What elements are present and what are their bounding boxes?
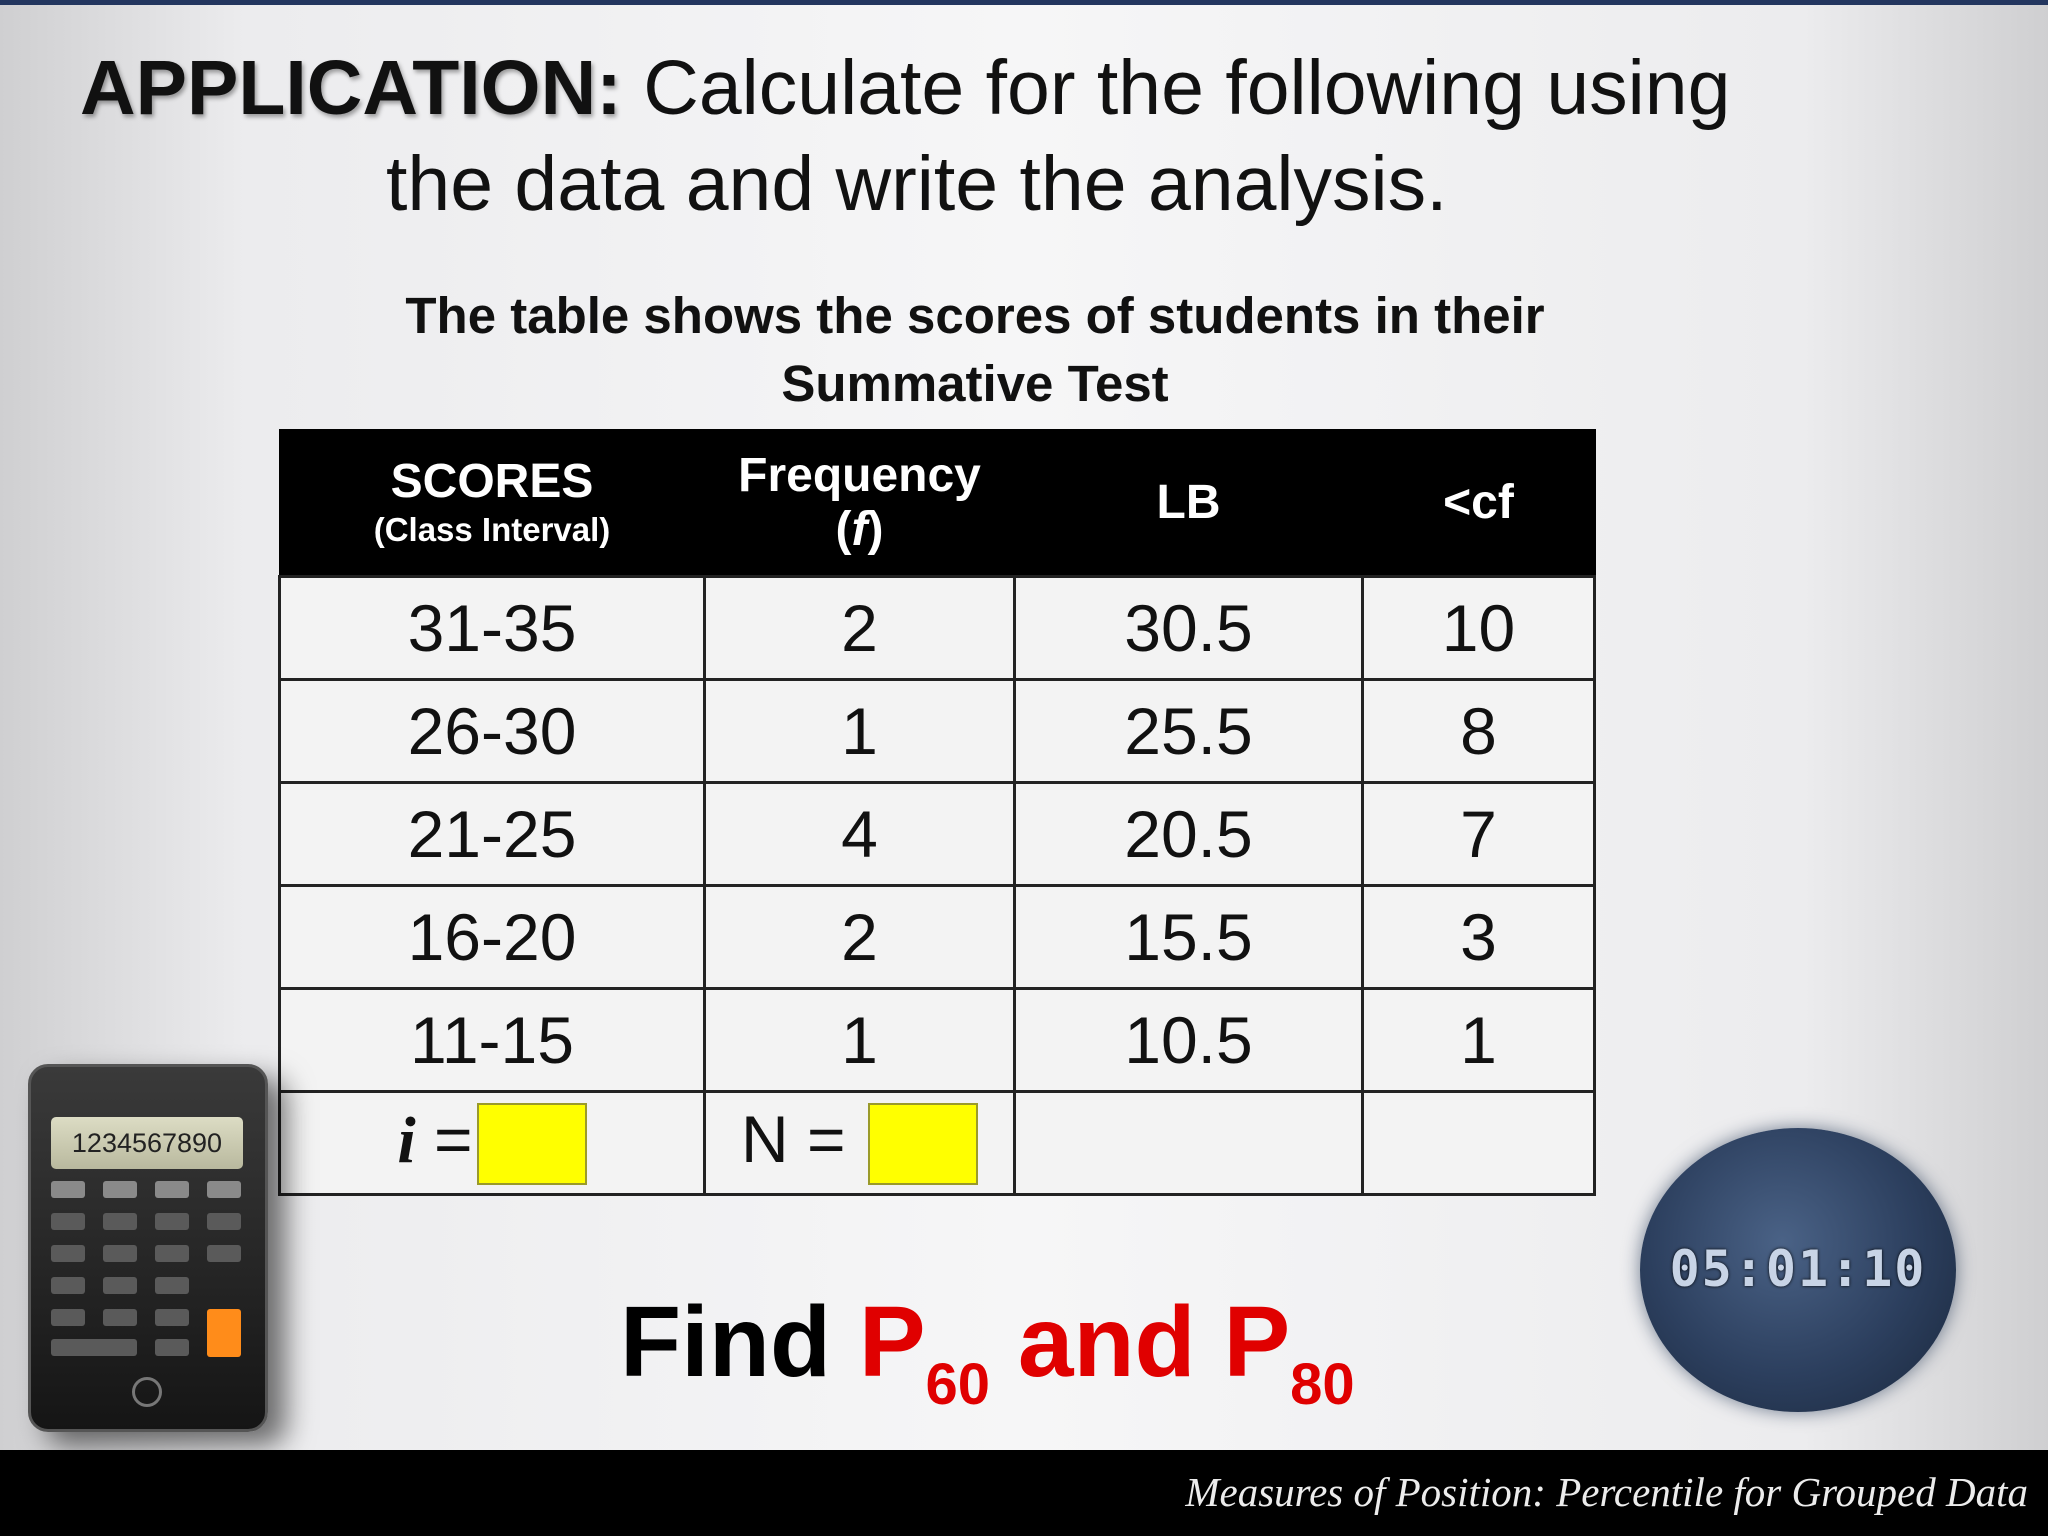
calculator-key: [51, 1309, 85, 1326]
table-row: [280, 680, 1595, 783]
cell-interval: 26-30: [280, 680, 705, 783]
cell-frequency: 2: [705, 577, 1015, 680]
header-frequency: Frequency (f): [705, 430, 1015, 577]
interval-width-cell: i =: [280, 1092, 705, 1195]
cell-frequency: 2: [705, 886, 1015, 989]
percentile-subscript: 80: [1290, 1352, 1355, 1417]
calculator-key: [207, 1181, 241, 1198]
table-caption-line-1: The table shows the scores of students in their: [405, 287, 1545, 344]
timer-display: 05:01:10: [1669, 1240, 1927, 1298]
task-find-word: Find: [620, 1286, 832, 1398]
total-frequency-label: N =: [741, 1101, 846, 1176]
scores-table: [278, 429, 1596, 1196]
header-lb: LB: [1015, 430, 1363, 577]
calculator-illustration: [28, 1064, 268, 1432]
task-and-word: and: [1017, 1286, 1196, 1398]
percentile-letter: P: [1223, 1286, 1291, 1398]
cell-interval: 21-25: [280, 783, 705, 886]
cell-cumulative-frequency: 1: [1363, 989, 1595, 1092]
cell-cumulative-frequency: 10: [1363, 577, 1595, 680]
calculator-key: [155, 1339, 189, 1356]
calculator-display: 1234567890: [51, 1117, 243, 1169]
header-scores-label: SCORES: [390, 455, 594, 508]
task-prompt: [620, 1285, 1355, 1417]
answer-row: [280, 1092, 1595, 1195]
percentile-p60: [858, 1286, 991, 1417]
timer-badge: [1640, 1128, 1956, 1412]
calculator-key: [103, 1309, 137, 1326]
calculator-key: [207, 1213, 241, 1230]
table-caption-line-2: Summative Test: [781, 355, 1169, 412]
cell-interval: 11-15: [280, 989, 705, 1092]
total-frequency-cell: [705, 1092, 1015, 1195]
calculator-key: [155, 1245, 189, 1262]
calculator-key: [103, 1213, 137, 1230]
empty-cell: [1363, 1092, 1595, 1195]
top-accent-bar: [0, 0, 2048, 5]
cell-lower-boundary: 30.5: [1015, 577, 1363, 680]
table-caption: [280, 282, 1670, 418]
calculator-key: [155, 1213, 189, 1230]
table-row: [280, 783, 1595, 886]
calculator-key: [155, 1277, 189, 1294]
interval-width-answer-box[interactable]: [477, 1103, 587, 1185]
calculator-key: [51, 1339, 137, 1356]
heading-line-2: the data and write the analysis.: [386, 141, 1448, 227]
empty-cell: [1015, 1092, 1363, 1195]
table-header-row: [280, 430, 1595, 577]
cell-frequency: 1: [705, 680, 1015, 783]
cell-cumulative-frequency: 8: [1363, 680, 1595, 783]
calculator-key: [207, 1245, 241, 1262]
table-row: [280, 577, 1595, 680]
header-frequency-symbol: f: [851, 503, 868, 556]
header-scores-sublabel: (Class Interval): [373, 511, 611, 548]
table-row: [280, 886, 1595, 989]
percentile-p80: [1223, 1286, 1355, 1417]
heading-prefix: APPLICATION:: [80, 45, 622, 131]
calculator-key: [103, 1181, 137, 1198]
calculator-key: [155, 1309, 189, 1326]
cell-frequency: 1: [705, 989, 1015, 1092]
header-cf: <cf: [1363, 430, 1595, 577]
footer-bar: [0, 1450, 2048, 1536]
footer-title: Measures of Position: Percentile for Grouped Data: [1185, 1469, 2028, 1515]
heading-line-1: Calculate for the following using: [643, 45, 1731, 131]
calculator-key: [51, 1213, 85, 1230]
calculator-key: [51, 1181, 85, 1198]
calculator-key: [155, 1181, 189, 1198]
cell-interval: 16-20: [280, 886, 705, 989]
total-frequency-answer-box[interactable]: [868, 1103, 978, 1185]
percentile-subscript: 60: [925, 1352, 991, 1417]
calculator-home-button: [132, 1377, 162, 1407]
cell-lower-boundary: 10.5: [1015, 989, 1363, 1092]
calculator-key: [103, 1277, 137, 1294]
calculator-key: [207, 1309, 241, 1357]
calculator-key: [51, 1245, 85, 1262]
cell-lower-boundary: 15.5: [1015, 886, 1363, 989]
header-scores: [280, 430, 705, 577]
cell-lower-boundary: 20.5: [1015, 783, 1363, 886]
cell-cumulative-frequency: 3: [1363, 886, 1595, 989]
calculator-key: [51, 1277, 85, 1294]
header-frequency-label: Frequency: [738, 449, 981, 502]
percentile-letter: P: [858, 1286, 926, 1398]
cell-cumulative-frequency: 7: [1363, 783, 1595, 886]
calculator-key: [103, 1245, 137, 1262]
cell-frequency: 4: [705, 783, 1015, 886]
slide-heading: [80, 40, 1920, 232]
cell-interval: 31-35: [280, 577, 705, 680]
cell-lower-boundary: 25.5: [1015, 680, 1363, 783]
interval-width-label: i: [397, 1103, 416, 1177]
table-row: [280, 989, 1595, 1092]
